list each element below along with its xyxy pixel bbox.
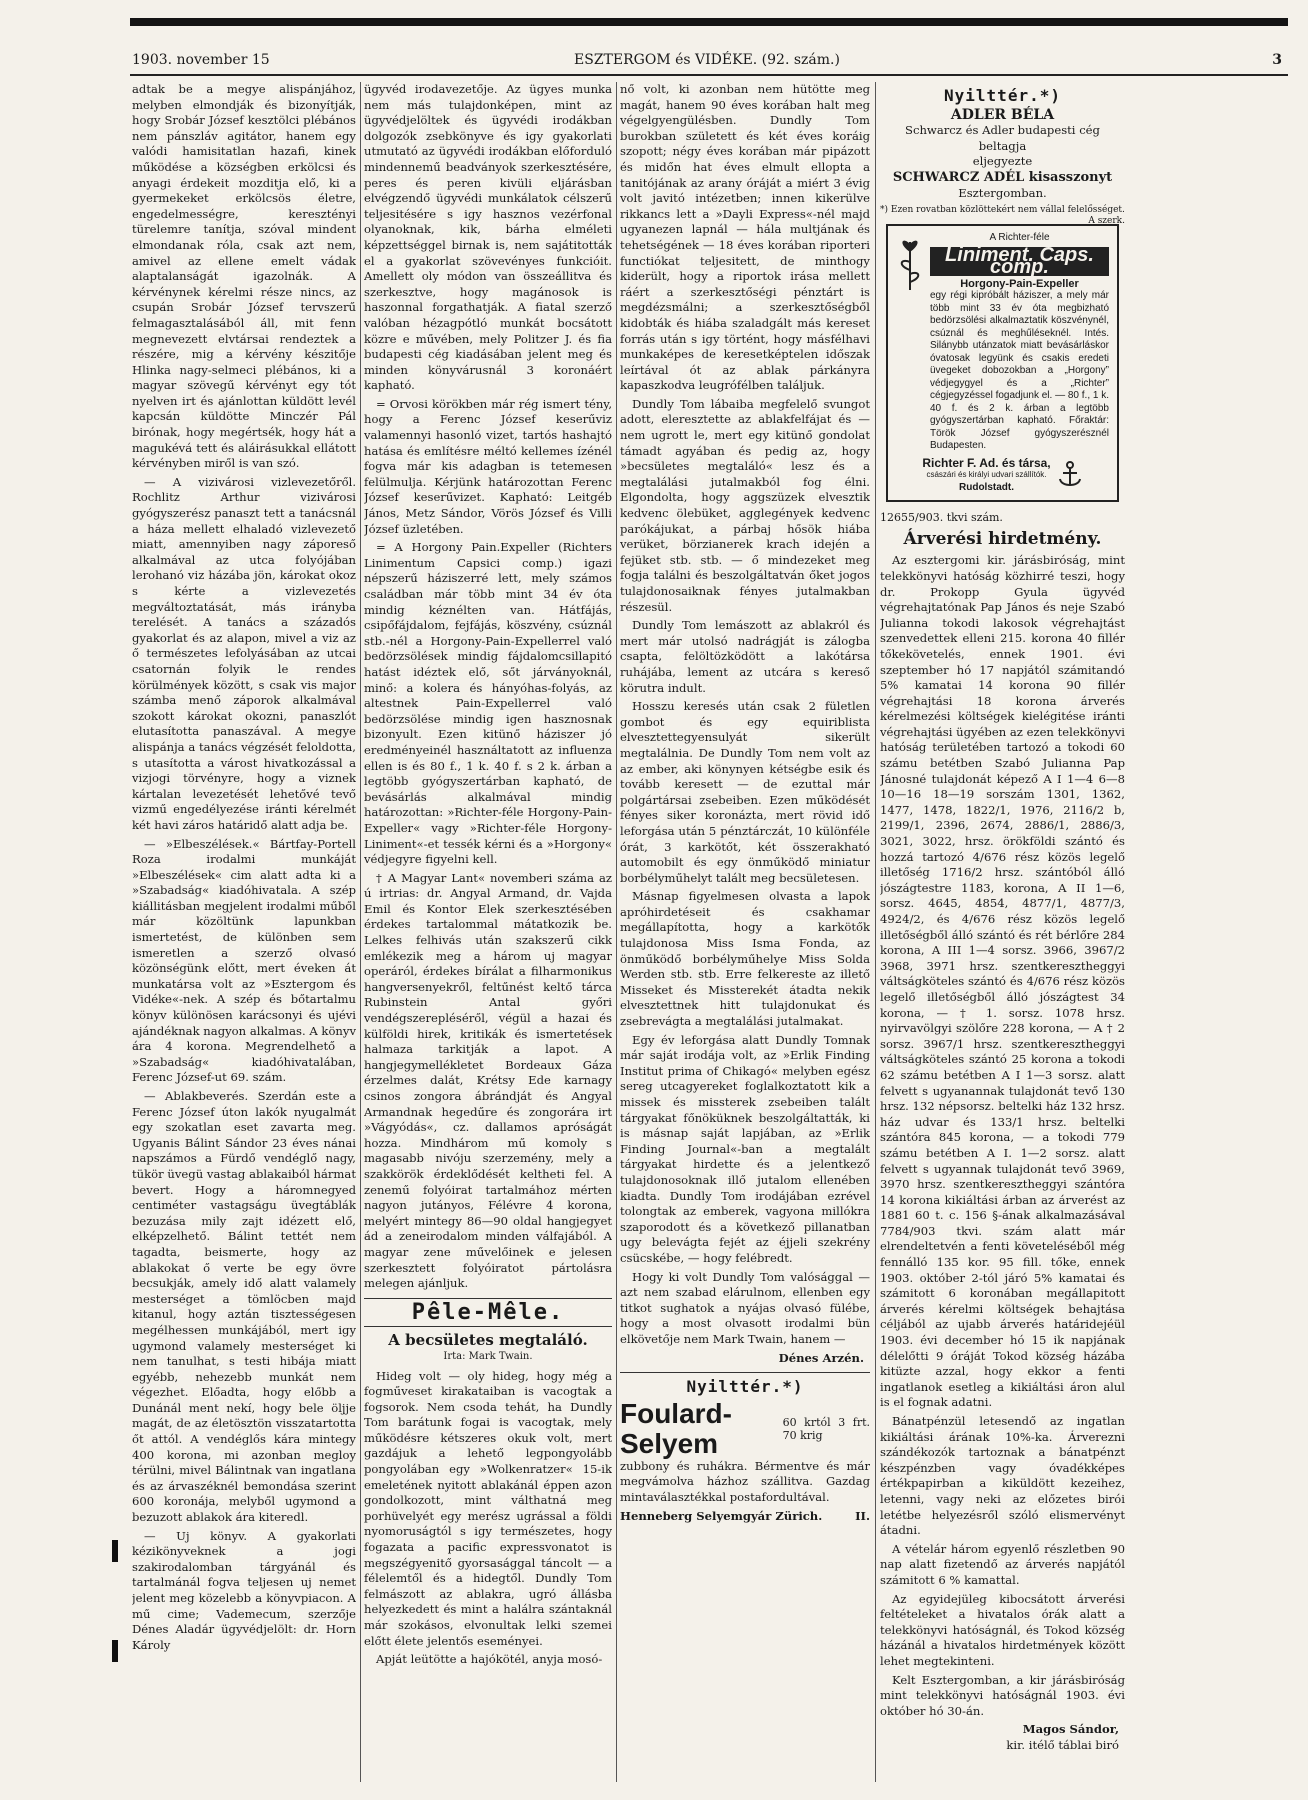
story-cont-2: Dundly Tom lábaiba megfelelő svungot adott, eleresztette az ablakfelfájat és — nem ugrott le, mert egy kitünő gondolat támadt agyában és pedig az, hogy »becsületes megtaláló« lesz és a megtalálási jutalmakból fog élni. Elgondolta, hogy aggszüzek elvesztik kedvenc ölebüket, agglegények kedvenc parókájukat, a párbaj hősök hiába verüket, börzianerek krach idején a fejüket stb. stb. — ő mindezeket meg fogja találni és beszolgáltatván őket jogos tulajdonosaiknak fényes jutalmakban részesül. [620,396,870,614]
story-cont-5: Másnap figyelmesen olvasta a lapok apróhirdetéseit és csakhamar megállapította, hogy a karkötők tulajdonosa Miss Isma Fonda, az önműködő borbélyműhelye Miss Solda Werden stb. stb. Erre felkereste az illető Misseket és Missterekét átadta nekik elvesztettnek hitt tulajdonukat és zsebrevágta a megtalálási jutalmakat. [620,889,870,1029]
section-divider [364,1326,612,1327]
footnote-text: *) Ezen rovatban közlöttekért nem vállal felelősséget. [880,205,1125,216]
story-cont-7: Hogy ki volt Dundly Tom valósággal — azt nem szabad elárulnom, ellenben egy titkot sughatok a nyájas olvasó fülébe, hogy a most olvasott irodalmi bün elkövetője nem Mark Twain, hanem — [620,1269,870,1346]
footnote-sign: A szerk. [1088,216,1125,227]
article-elbeszelesek: — »Elbeszélések.« Bártfay-Portell Roza irodalmi munkáját »Elbeszélések« cim alatt adta ki a »Szabadság« kiadóhivatala. A szép kiállitásban megjelent irodalmi műből már közöltünk lapunkban ismertetést, de különben sem ismeretlen a szerző olvasó közönségünk előtt, mert éveken át munkatársa volt az »Esztergom és Vidéke«-nek. A szép és bőtartalmu könyv különösen karácsonyi és ujévi ajándéknak nagyon alkalmas. A könyv ára 4 korona. Megrendelhető a »Szabadság« kiadóhivatalában, Ferenc József-ut 69. szám. [132,836,356,1085]
column-rule-2 [616,82,617,1782]
anchor-icon [1057,461,1083,489]
column-rule-3 [875,82,876,1782]
newspaper-title: ESZTERGOM és VIDÉKE. (92. szám.) [574,52,840,68]
foulard-price: 60 krtól 3 frt. 70 krig [782,1415,870,1442]
story-cont-6: Egy év leforgása alatt Dundly Tomnak már saját irodája volt, az »Erlik Finding Institut prima of Chikagó« melyben egész sereg utcagyereket foglalkoztatott kik a missek és missterek zsebeiben talált tárgyakat főnöküknek beszolgáltatták, ki is másnap saját lapjában, az »Erlik Finding Journal«-ban a megtalált tárgyakat hirdette és a jelentkező tulajdonosoknak illő jutalom ellenében kiadta. Dundly Tom irodájában ezrével tolongtak az emberek, vagyona millókra szaporodott és a következő pillanatban ugy belevágta fejét az éjjeli szekrény csücskébe, — hogy felébredt. [620,1032,870,1265]
engagement-bride: SCHWARCZ ADÉL kisasszonyt [892,169,1113,185]
auction-signature-title: kir. itélő táblai biró [1006,1737,1119,1752]
story-byline: Irta: Mark Twain. [443,1350,533,1362]
engagement-name: ADLER BÉLA [950,106,1055,123]
auction-paragraph-1: Az esztergomi kir. járásbiróság, mint telekkönyvi hatóság közhirré teszi, hogy dr. Prokopp Gyula ügyvéd végrehajtatónak Pap János és neje Szabó Julianna tokodi lakosok végrehajtást szenvedettek elleni 215. korona 40 fillér tőkekövetelés, ennek 1901. évi szeptember hó 17 napjától számitandó 5% kamatai 14 korona 90 fillér végrehajtási 18 korona árverés kérelmezési költségek kielégitése iránti végrehajtási ügyében az ezen telekkönyvi hatóság területében tartozó a tokodi 60 számu betétben Szabó Julianna Pap Jánosné tulajdonát képező A I 1—4 6—8 10—16 18—19 sorszám 1301, 1362, 1477, 1478, 1822/1, 1976, 2116/2 b, 2199/1, 2396, 2674, 2886/1, 2886/3, 3021, 3022, hrsz. örökföldi szántó és hozzá tartozó 4/676 rész közös legelő illetőség 1716/2 hrsz. szántóból álló jószágtestre 1183, korona, A II 1—6, sorsz. 4645, 4854, 4877/1, 4877/3, 4924/2, és 4/676 rész közös legelő illetőségből álló szántó és rét bérlőre 284 korona, A III 1—4 sorsz. 3966, 3967/2 3968, 3971 hrsz. szentkeresztheggyi váltságköteles szántó és 4/676 rész közös legelő illetőségből álló jószágtest 34 korona, — † 1. sorsz. 1078 hrsz. nyirvavölgyi szölőre 228 korona, — A † 2 sorsz. 3967/1 hrsz. szentkeresztheggyi váltságköteles szántó 25 korona a tokodi 62 számu betétben A I 1—3 sorsz. alatt felvett s ugyanannak tulajdonát tevő 130 hrsz. 132 népsorsz. beltelki ház 132 hrsz. ház udvar és 133/1 hrsz. beltelki szántóra 845 korona, — a tokodi 779 számu betétben A I. 1—2 sorsz. alatt felvett s ugyannak tulajdonát tevő 3969, 3970 hrsz. szentkeresztheggyi szántóra 14 korona kikiáltási árban az árverést az 1881 60 t. c. 156 §-ának alkalmazásával 7784/903 tkvi. szám alatt már elrendeltetvén a fenti követeléséből még fennálló 135 kor. 95 fill. tőke, ennek 1903. október 2-tól járó 5% kamatai és számitott 6 koronában megállapitott árverés kérelmi költségek behajtása céljából az ujabb árverés határidejéül 1903. évi december hó 15 ik napjának délelőtti 9 óráját Tokod község házába kitüzte azzal, hogy ekkor a fenti ingatlanok esetleg a kikiáltási áron alul is el fognak adatni. [880,553,1125,1410]
article-new-book-cont: ügyvéd irodavezetője. Az ügyes munka nem más tulajdonképen, mint az ügyvédjelöltek és ügyvédi irodákban dolgozók zsebkönyve és igy gyakorlati utmutató az ügyvédi irodákban előforduló mindennemű beadványok szerkesztésére, peres és peren kivüli eljárásban elvégzendő ügyvédi munkálatok célszerű teljesitésére s igy hasznos vezérfonal olyanoknak, kik, bárha elméleti képzettséggel birnak is, nem sajátitották el a gyakorlat szövevényes funkcióit. Amellett oly módon van összeállitva és szerkesztve, hogy magánosok is haszonnal forgathatják. A fiatal szerző valóban hézagpótló munkát bocsátott közre e művében, mely Politzer J. és fia budapesti cég kiadásában jelent meg és minden könyvárusnál 3 koronáért kapható. [364,82,612,393]
margin-mark [112,1640,118,1662]
column-rule-1 [360,82,361,1782]
story-cont-1: nő volt, ki azonban nem hütötte meg magát, hanem 90 éves korában halt meg végelgyengülésben. Dundly Tom burokban született és két éves koráig szopott; négy éves korában már pipázott és midőn hat éves elmult ellopta a tanitójának az arany óráját a miért 3 évig volt javitó intézetben; innen kikerülve rikkancs lett a »Dayli Express«-nél majd ugyanezen lapnál — hála multjának és tehetségének — 18 éves korában riporteri functiókat teljesitett, de minthogy kiderült, hogy a riportok irása mellett ráért a szerkesztőségi pénztárt is megdézsmálni; a szerkesztőségből kidobták és hiába szaladgált más kereset forrás után s igy történt, hogy másfélhavi munkaképes de keresetképtelen időszak leírtával ót az ablak párkányra kapaszkodva leugrófélben találjuk. [620,82,870,393]
article-pain-expeller: = A Horgony Pain.Expeller (Richters Linimentum Capsici comp.) igazi népszerű háziszerré lett, mely számos családban már több mint 34 év óta mindig kéznélten van. Hátfájás, csipőfájdalom, fejfájás, köszvény, csúznál stb.-nél a Horgony-Pain-Expellerrel való bedörzsölések mindig fájdalomcsillapitó hatást idéztek elő, sőt járványoknál, minő: a kolera és hányóhas-folyás, az altestnek Pain-Expellerrel való bedörzsölése mindig igen hasznosnak bizonyult. Ezen kitünő háziszer jó eredményeinél használtatott az influenza ellen is és 80 f., 1 k. 40 f. s 2 k. árban a legtöbb gyógyszertárban kapható, de bevásárlás alkalmával mindig határozottan: »Richter-féle Horgony-Pain-Expeller« vagy »Richter-féle Horgony-Liniment«-et tessék kérni és a »Horgony« védjegyre figyelni kell. [364,540,612,867]
story-cont-3: Dundly Tom lemászott az ablakról és mert már utolsó nadrágját is zálogba csapta, felöltözködött a lakótársa ruhájába, lement az utcára s kereső körutra indult. [620,618,870,695]
column-4 [880,82,1125,1782]
margin-mark [112,1540,118,1562]
nyiltter-footnote [880,205,1125,227]
story-tail: Apját leütötte a hajókötél, anyja mosó- [376,1652,603,1667]
auction-paragraph-5: Kelt Esztergomban, a kir járásbiróság mint telekkönyvi hatóságnál 1903. évi október hó 30-án. [880,1672,1125,1718]
story-signature: Dénes Arzén. [778,1350,864,1365]
story-text: Hideg volt — oly hideg, hogy még a fogműveset kirakataiban is vacogtak a fogsorok. Nem csoda tehát, ha Dundly Tom barátunk fogai is vacogtak, mely működésre kétszeres okuk volt, mert gazdájuk a lehető legpongyolább pongyolában egy »Wolkenratzer« 15-ik emeletének nyitott ablakánál éppen azon gondolkozott, mint válthatná meg porhüvelyét egy merész ugrással a földi nyomoruságtól s igy természetes, hogy fogazata a pacific expressvonatot is megszégyenitő gyorsasággal táncolt — a félelemtől és a hidegtől. Dundly Tom felmászott az ablakra, ugró állásba helyezkedett és mint a halálra szántaknál már szokásos, elvonultak lelki szemei előtt élete jelentős eseményei. [364,1368,612,1648]
foulard-firm: Henneberg Selyemgyár Zürich. [620,1509,823,1524]
advert-top: A Richter-féle [989,232,1050,244]
auction-paragraph-3: A vételár három egyenlő részletben 90 nap alatt fizetendő az árverés napjától számitott 6 % kamattal. [880,1541,1125,1587]
page-header [132,50,1282,70]
section-divider [620,1372,870,1373]
nyiltter-heading: Nyilttér.*) [686,1377,804,1397]
richter-advert [886,224,1119,502]
plant-icon [896,232,924,292]
engagement-place: Esztergomban. [958,185,1047,200]
auction-signature-name: Magos Sándor, [1022,1722,1119,1737]
auction-case-number: 12655/903. tkvi szám. [880,511,1003,525]
auction-paragraph-4: Az egyidejüleg kibocsátott árverési feltételeket a hivatalos órák alatt a telekkönyvi hatóságnál, és Tokod község házánál a hivatalos hirdetmények között lehet megtekinteni. [880,1591,1125,1668]
advert-firm: Richter F. Ad. és társa, [922,455,1051,470]
page-number: 3 [1272,52,1282,68]
advert-firm2: császári és királyi udvari szállítók. [926,470,1047,480]
foulard-text: zubbony és ruhákra. Bérmentve és már megvámolva házhoz szállitva. Gazdag mintaválasztékkal postafordultával. [620,1458,870,1504]
issue-date: 1903. november 15 [132,52,270,68]
header-rule [130,74,1288,76]
story-cont-4: Hosszu keresés után csak 2 fületlen gombot és egy equiriblista elvesztettegyensulyát sikerült megtalálnia. De Dundly Tom nem volt az az ember, aki könynyen kétségbe esik és tovább keresett — de ezuttal már polgártársai zsebeiben. Ezen működését fényes siker koronázta, mert rövid idő leforgása után 5 pénztárczát, 10 különféle órát, 3 karkötőt, két összerakható automobilt és egy önműködő miniatur borbélyműhelyt talált meg becsületesen. [620,699,870,885]
advert-sub: Horgony-Pain-Expeller [960,277,1079,290]
auction-paragraph-2: Bánatpénzül letesendő az ingatlan kikiáltási árának 10%-ka. Árverezni szándékozók tartoznak a bánatpénzt készpénzben vagy óvadékképes értékpapirban a kiküldött kezeihez, letenni, vagy neki az előzetes birói letétbe helyezésről szóló elismervényt átadni. [880,1414,1125,1538]
column-3 [620,82,870,1782]
column-1 [132,82,356,1782]
foulard-roman: II. [855,1509,870,1524]
foulard-firm-line [620,1509,870,1525]
engagement-line1: Schwarcz és Adler budapesti cég beltagja [905,123,1100,153]
article-water-drain: — A vizivárosi vizlevezetőről. Rochlitz Arthur vizivárosi gyógyszerész panaszt tett a tanácsnál a háza mellett elhaladó vizlevezető miatt, amennyiben nagy záporeső alkalmával az utca folyójában lerohanó viz házába jön, károkat okoz s kérte a vizlevezetés megváltoztatását, más irányba terelését. A tanács a századós gyakorlat és az alapon, mivel a viz az ő természetes lefolyásában az utcai csatornán folyik le rendes körülmények között, s csak vis major számba menő záporok alkalmával szokott károkat okozni, panaszlót elutasította panaszával. A megye alispánja a tanács végzését feloldotta, s utasította a várost hivatkozással a vizjogi törvényre, hogy a viznek kártalan levezetését lehetővé tevő vizmű engedélyezése iránti kérelmét két havi záros határidő alatt adja be. [132,474,356,832]
story-title: A becsületes megtaláló. [388,1331,588,1350]
foulard-title: Foulard-Selyem [620,1397,732,1459]
article-magyar-lant: † A Magyar Lant« novemberi száma az ú irtrias: dr. Angyal Armand, dr. Vajda Emil és Kontor Elek szerkesztésében érdekes tartalommal mátatkozik be. Lelkes felhivás után szakszerű cikk emlékezik meg a három uj magyar operáról, érdekes bírálat a filharmonikus hangversenyekről, feltűnést keltő tárca Rubinstein Antal győri vendégszerepléséről, végül a hazai és külföldi hirek, kritikák és ismertetések halmaza tarkitják a lapot. A hangjegymellékletet Bordeaux Gáza érzelmes dalát, Krétsy Ede karnagy csinos zongora ábrándját és Angyal Armandnak hegedűre és zongorára irt »Vágyódás«, cz. dallamos apróságát hozza. Mindhárom mű komoly s magasabb nivóju szerzemény, mely a szakkörök érdeklődését keltheti fel. A zenemű folyóirat tartalmához mérten nagyon jutányos, Félévre 4 korona, melyért mintegy 86—90 oldal hangjegyet ád a zeneirodalom minden válfajából. A magyar zene művelőinek e jelesen szerkesztett folyóiratot pártolásra melegen ajánljuk. [364,870,612,1291]
advert-city: Rudolstadt. [959,481,1014,493]
article-window-breaking: — Ablakbeverés. Szerdán este a Ferenc József úton lakók nyugalmát egy szokatlan eset zavarta meg. Ugyanis Bálint Sándor 23 éves nánai napszámos a Fürdő vendéglő nagy, tükör üvegü vastag ablakaiból hármat bevert. Hogy a háromnegyed centiméter vastagságu üvegtáblák bezuzása mily zajt idézett elő, elképzelhető. Bálint tettét nem tagadta, beismerte, hogy az ablakokat ő verte be egy övre becsukják, amely idő alatt valamely mesterséget a tömlöcben majd kitanul, hogy aztán tisztességesen megélhessen munkájából, mert igy ugymond valamely mesterséget ki nem tanulhat, s testi hibája miatt egyébb, nehezebb munkát nem végezhet. Előadta, hogy előbb a Dunánál ment nekí, hogy bele öljje magát, de az életösztön visszatartotta őt attól. A vendéglős kára mintegy 400 korona, mi azonban megloy térülni, mivel Bálintnak van ingatlana és az árvaszéknél bemondása szerint 600 koronája, melyből ugymond a bezuzott ablakok ára kiteredl. [132,1089,356,1525]
masthead-rule [130,18,1288,26]
article-petition: adtak be a megye alispánjához, melyben elmondják és bizonyítják, hogy Srobár József kesztölci plébános nem pánszláv agitátor, hanem egy valódi hamisitatlan hazafi, kinek működése a községben erkölcsi és anyagi érdekeit mozditja elő, ki a gyermekeket erkölcsös életre, engedelmességre, keresztényi türelemre tanítja, szóval mindent elmondanak róla, csak azt nem, amivel az ellene emelt vádak alaptalanságát igazolnák. A kérvénynek kérelmi része nincs, az csupán Srobár József tervszerű felmagasztalásából áll, mit fenn megnevezett elvtársai rendeztek a részére, mig a kérvény készitője Hlinka nagy-selmeci plébános, ki a magyar szövegű kérvényt egy tót nyelven irt és ajánlottan küldött levél kapcsán küldötte Minczér Pál birónak, hogy megértsék, hogy hát a magukévá tett és aláirásukkal ellátott kérvényben miről is van szó. [132,82,356,471]
advert-text: egy régi kipróbált háziszer, a mely már több mint 33 év óta megbizható bedörzsölési alkalmaztatik köszvénynél, csúznál és meghűléseknél. Intés. Silánybb utánzatok miatt bevásárláskor óvatosak legyünk és csakis eredeti üvegeket dobozokban a „Horgony” védjegygyel és a „Richter” cégjegyzéssel fogadjunk el. — 80 f., 1 k. 40 f. és 2 k. árban a legtöbb gyógyszertárban kapható. Főraktár: Török József gyógyszerésznél Budapesten. [930,290,1109,452]
engagement-line2: eljegyezte [972,154,1033,169]
column-2 [364,82,612,1782]
nyiltter-heading-2: Nyilttér.*) [944,86,1061,105]
article-ferenc-jozsef-water: = Orvosi körökben már rég ismert tény, hogy a Ferenc József keserűviz valamennyi hasonló vizet, tartós hashajtó hatása és említésre méltó kellemes ízénél fogva már kis adagban is tetemesen felülmulja. Kérjünk határozottan Ferenc József keserűvizet. Kapható: Leitgéb János, Metz Sándor, Vörös József és Villi József üzletében. [364,396,612,536]
advert-brand: Liniment. Caps. comp. [930,247,1109,276]
auction-title: Árverési hirdetmény. [903,528,1102,549]
article-new-book: — Uj könyv. A gyakorlati kézikönyveknek a jogi szakirodalomban tárgyánál és tartalmánál fogva teljesen uj nemet jelent meg közelebb a könyvpiacon. A mű cime; Vademecum, szerzője Dénes Aladár ügyvédjelölt: dr. Horn Károly [132,1528,356,1652]
pele-mele-heading: Pêle-Mêle. [411,1299,565,1325]
section-divider [364,1298,612,1299]
foulard-ad [620,1399,870,1459]
